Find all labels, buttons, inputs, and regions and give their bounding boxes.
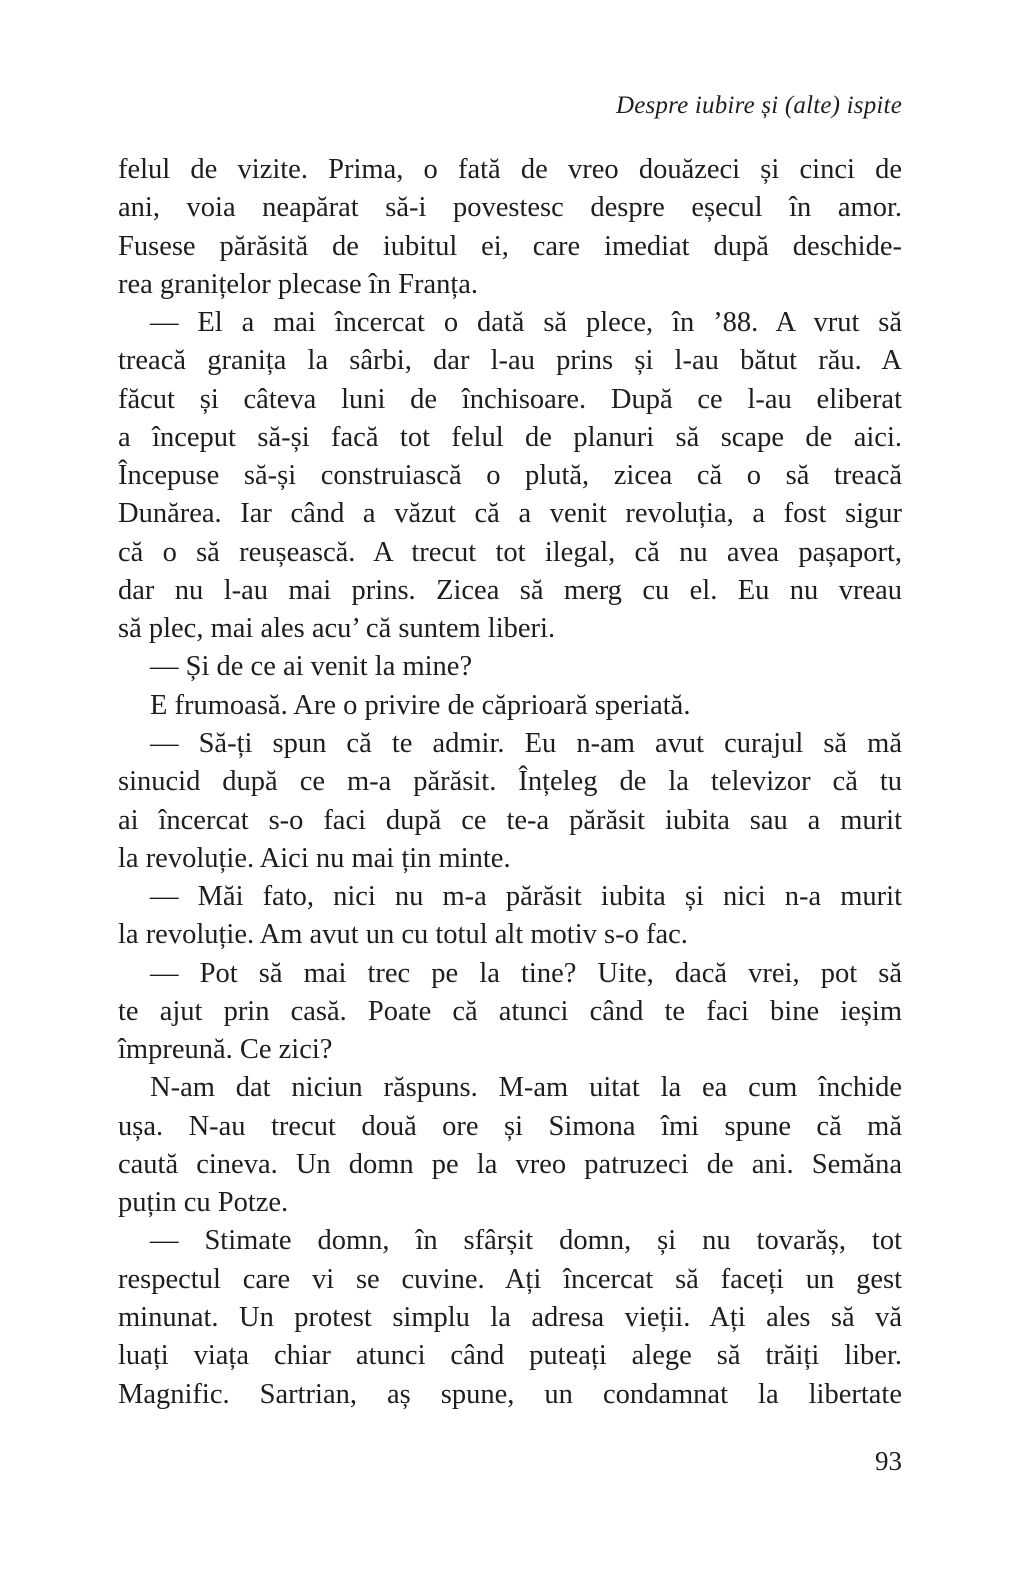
- text-line: — Măi fato, nici nu m-a părăsit iubita și nici n-a murit: [150, 881, 902, 913]
- text-line: Începuse să-și construiască o plută, zicea că o să treacă: [118, 460, 902, 492]
- page-number: 93: [875, 1446, 902, 1476]
- text-line: la revoluție. Am avut un cu totul alt motiv s-o fac.: [118, 919, 688, 951]
- paragraph: [118, 1069, 902, 1222]
- paragraph: [118, 1222, 902, 1413]
- text-line: Fusese părăsită de iubitul ei, care imediat după deschide-: [118, 230, 902, 262]
- text-line: ușa. N-au trecut două ore și Simona îmi spune că mă: [118, 1110, 902, 1142]
- text-line: E frumoasă. Are o privire de căprioară speriată.: [150, 689, 691, 721]
- text-line: — Pot să mai trec pe la tine? Uite, dacă vrei, pot să: [150, 957, 902, 989]
- text-line: caută cineva. Un domn pe la vreo patruzeci de ani. Semăna: [118, 1148, 902, 1180]
- text-line: împreună. Ce zici?: [118, 1034, 333, 1066]
- text-line: — Stimate domn, în sfârșit domn, și nu tovarăș, tot: [150, 1225, 902, 1257]
- text-line: N-am dat niciun răspuns. M-am uitat la ea cum închide: [150, 1072, 902, 1104]
- text-line: Magnific. Sartrian, aș spune, un condamnat la libertate: [118, 1378, 902, 1410]
- paragraph: [118, 304, 902, 648]
- paragraph: [118, 955, 902, 1070]
- text-line: la revoluție. Aici nu mai țin minte.: [118, 842, 511, 874]
- paragraph: [118, 725, 902, 878]
- text-line: — Să-ți spun că te admir. Eu n-am avut curajul să mă: [150, 727, 902, 759]
- text-line: felul de vizite. Prima, o fată de vreo douăzeci și cinci de: [118, 154, 902, 185]
- text-line: rea granițelor plecase în Franța.: [118, 268, 479, 300]
- text-line: puțin cu Potze.: [118, 1187, 289, 1219]
- text-line: a început să-și facă tot felul de planuri să scape de aici.: [118, 421, 902, 453]
- paragraph: [118, 687, 902, 725]
- text-line: — El a mai încercat o dată să plece, în ’88. A vrut să: [150, 307, 902, 339]
- text-line: să plec, mai ales acu’ că suntem liberi.: [118, 613, 556, 645]
- text-line: minunat. Un protest simplu la adresa vieții. Ați ales să vă: [118, 1301, 902, 1333]
- text-line: sinucid după ce m-a părăsit. Înțeleg de la televizor că tu: [118, 766, 902, 798]
- text-line: Dunărea. Iar când a văzut că a venit revoluția, a fost sigur: [118, 498, 902, 530]
- text-line: că o să reușească. A trecut tot ilegal, că nu avea pașaport,: [118, 536, 902, 568]
- text-line: ani, voia neapărat să-i povestesc despre eșecul în amor.: [118, 192, 902, 224]
- text-line: respectul care vi se cuvine. Ați încercat să faceți un gest: [118, 1263, 902, 1295]
- text-line: făcut și câteva luni de închisoare. După ce l-au eliberat: [118, 383, 902, 415]
- body-text: [118, 151, 902, 1414]
- text-line: dar nu l-au mai prins. Zicea să merg cu el. Eu nu vreau: [118, 574, 902, 606]
- text-line: te ajut prin casă. Poate că atunci când te faci bine ieșim: [118, 995, 902, 1027]
- text-line: treacă granița la sârbi, dar l-au prins și l-au bătut rău. A: [118, 345, 902, 377]
- paragraph: [118, 151, 902, 304]
- paragraph: [118, 878, 902, 955]
- paragraph: [118, 648, 902, 686]
- text-line: — Și de ce ai venit la mine?: [150, 651, 473, 683]
- running-header: Despre iubire și (alte) ispite: [615, 92, 902, 119]
- text-line: luați viața chiar atunci când puteați alege să trăiți liber.: [118, 1340, 902, 1372]
- text-line: ai încercat s-o faci după ce te-a părăsit iubita sau a murit: [118, 804, 902, 836]
